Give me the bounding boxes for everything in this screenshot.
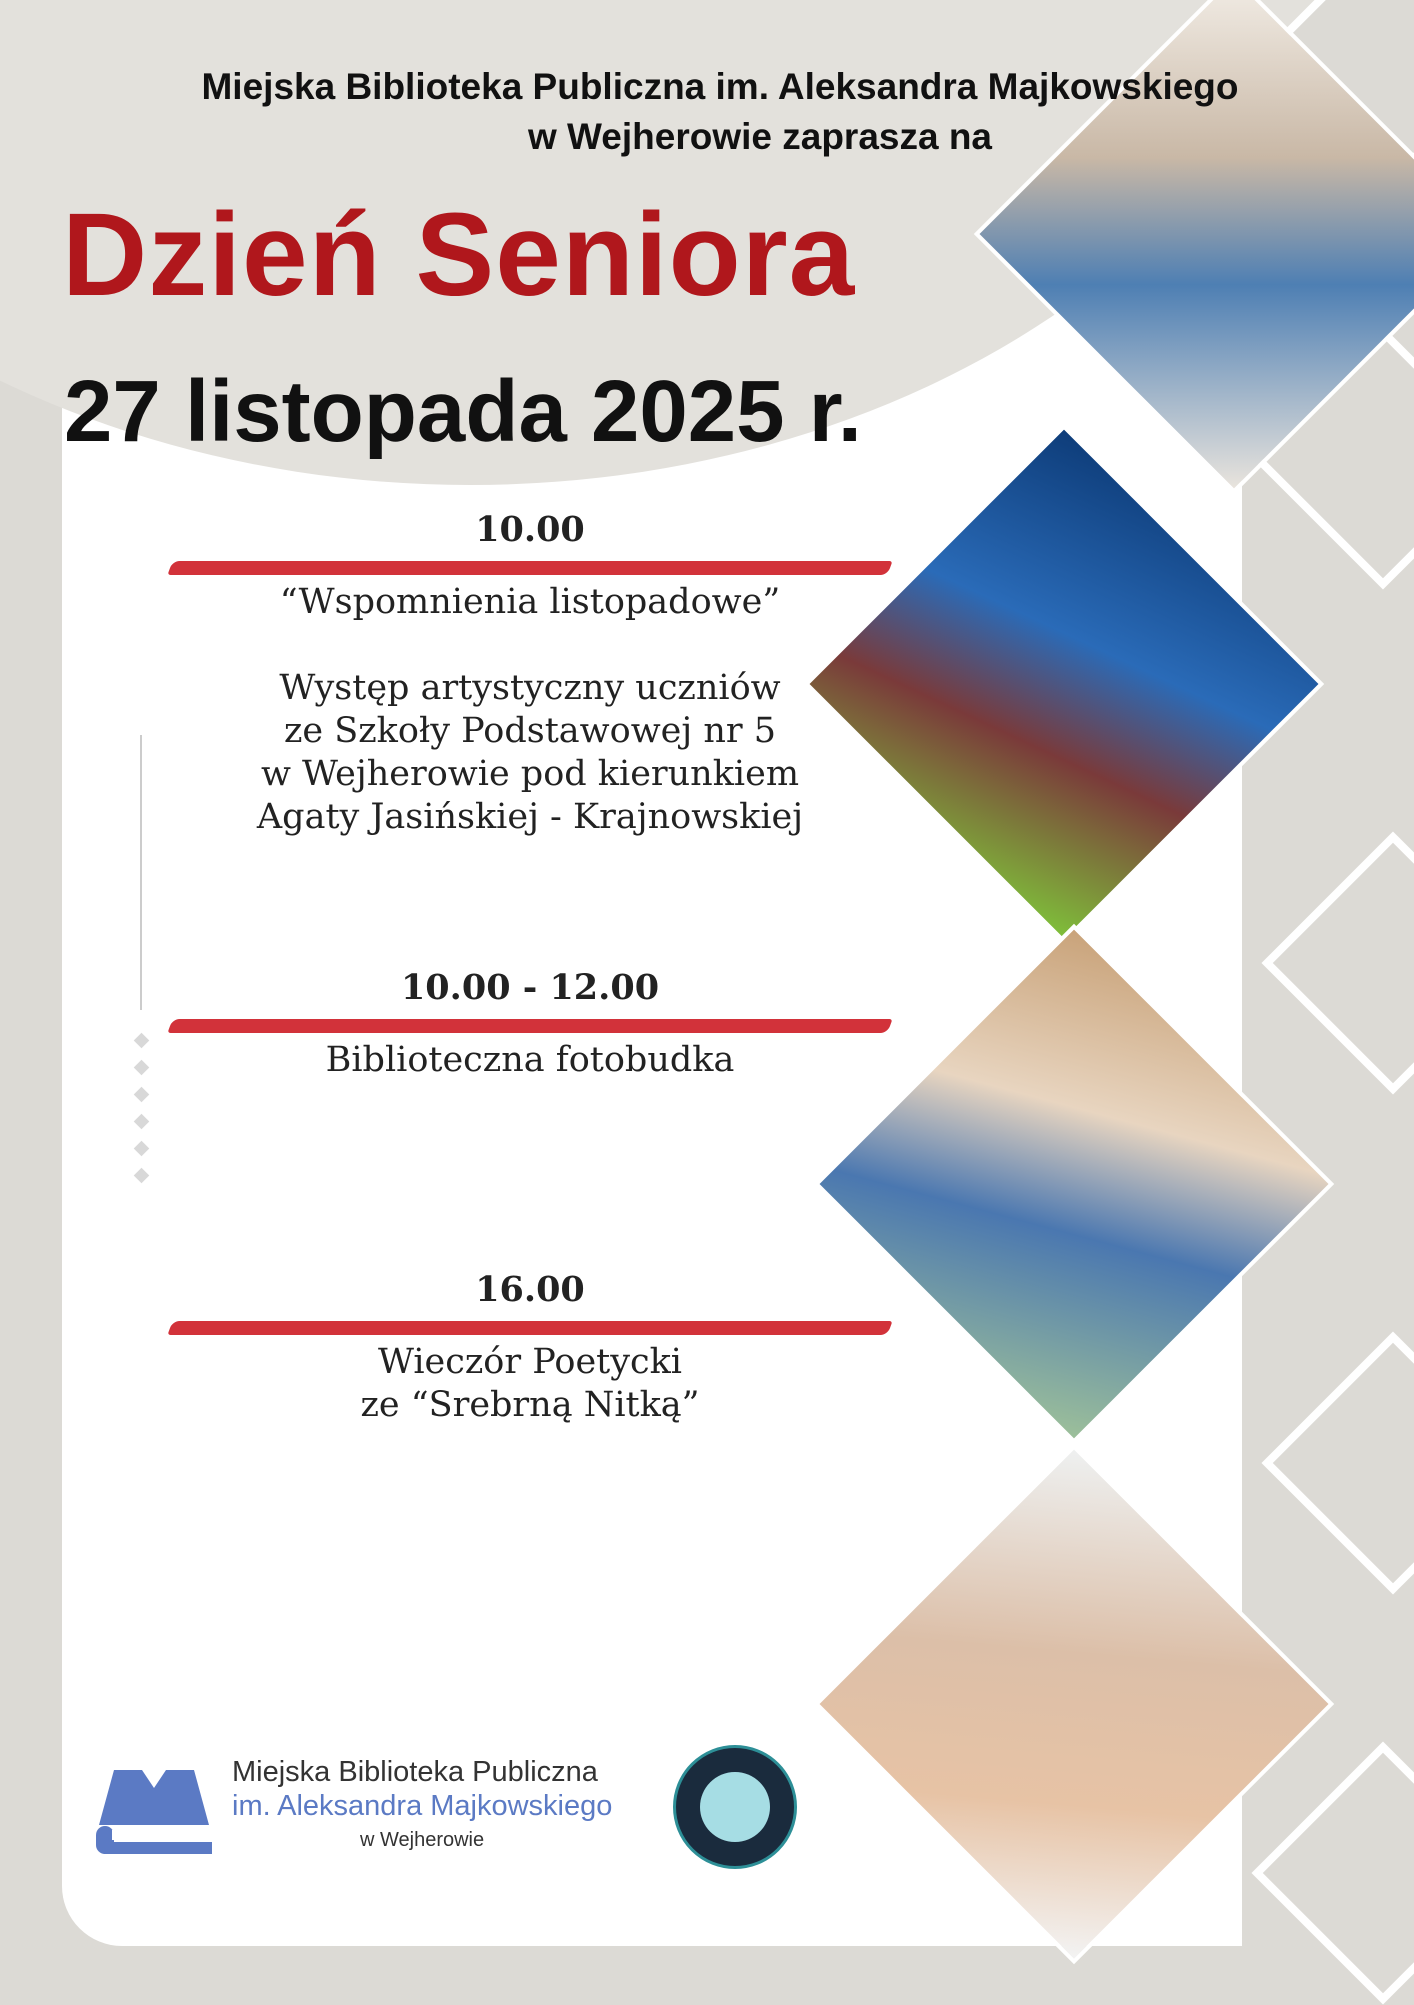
header-line1: Miejska Biblioteka Publiczna im. Aleksandra Majkowskiego [201, 66, 1239, 107]
decor-dots [136, 1035, 147, 1197]
library-line3: w Wejherowie [360, 1829, 485, 1851]
decor-diamond [1261, 1331, 1414, 1594]
school-seal-icon [673, 1745, 797, 1869]
decor-diamond [1261, 831, 1414, 1094]
program-time: 10.00 [475, 509, 585, 550]
decor-vertical-line [140, 735, 142, 1010]
program-time: 10.00 - 12.00 [400, 967, 660, 1008]
program-item [160, 505, 900, 839]
event-date: 27 listopada 2025 r. [64, 363, 862, 460]
header-line2: w Wejherowie zaprasza na [527, 116, 993, 157]
library-book-logo-icon [94, 1760, 214, 1860]
brush-stroke [167, 1019, 892, 1033]
program-item [160, 1265, 900, 1427]
program-item [160, 963, 900, 1082]
library-line2: im. Aleksandra Majkowskiego [232, 1790, 613, 1822]
program-description: Biblioteczna fotobudka [325, 1040, 735, 1080]
event-title: Dzień Seniora [62, 189, 856, 321]
program-description: “Wspomnienia listopadowe” Występ artystyczny uczniów ze Szkoły Podstawowej nr 5 w Wejherowie pod kierunkiem Agaty Jasińskiej - Krajnowskiej [256, 582, 804, 837]
library-line1: Miejska Biblioteka Publiczna [232, 1756, 598, 1788]
brush-stroke [167, 1321, 892, 1335]
program-time: 16.00 [475, 1269, 585, 1310]
brush-stroke [167, 561, 892, 575]
decor-diamond [1251, 1741, 1414, 2004]
organizer-header [95, 62, 1345, 162]
program-description: Wieczór Poetycki ze “Srebrną Nitką” [360, 1342, 700, 1425]
library-name [232, 1755, 612, 1857]
